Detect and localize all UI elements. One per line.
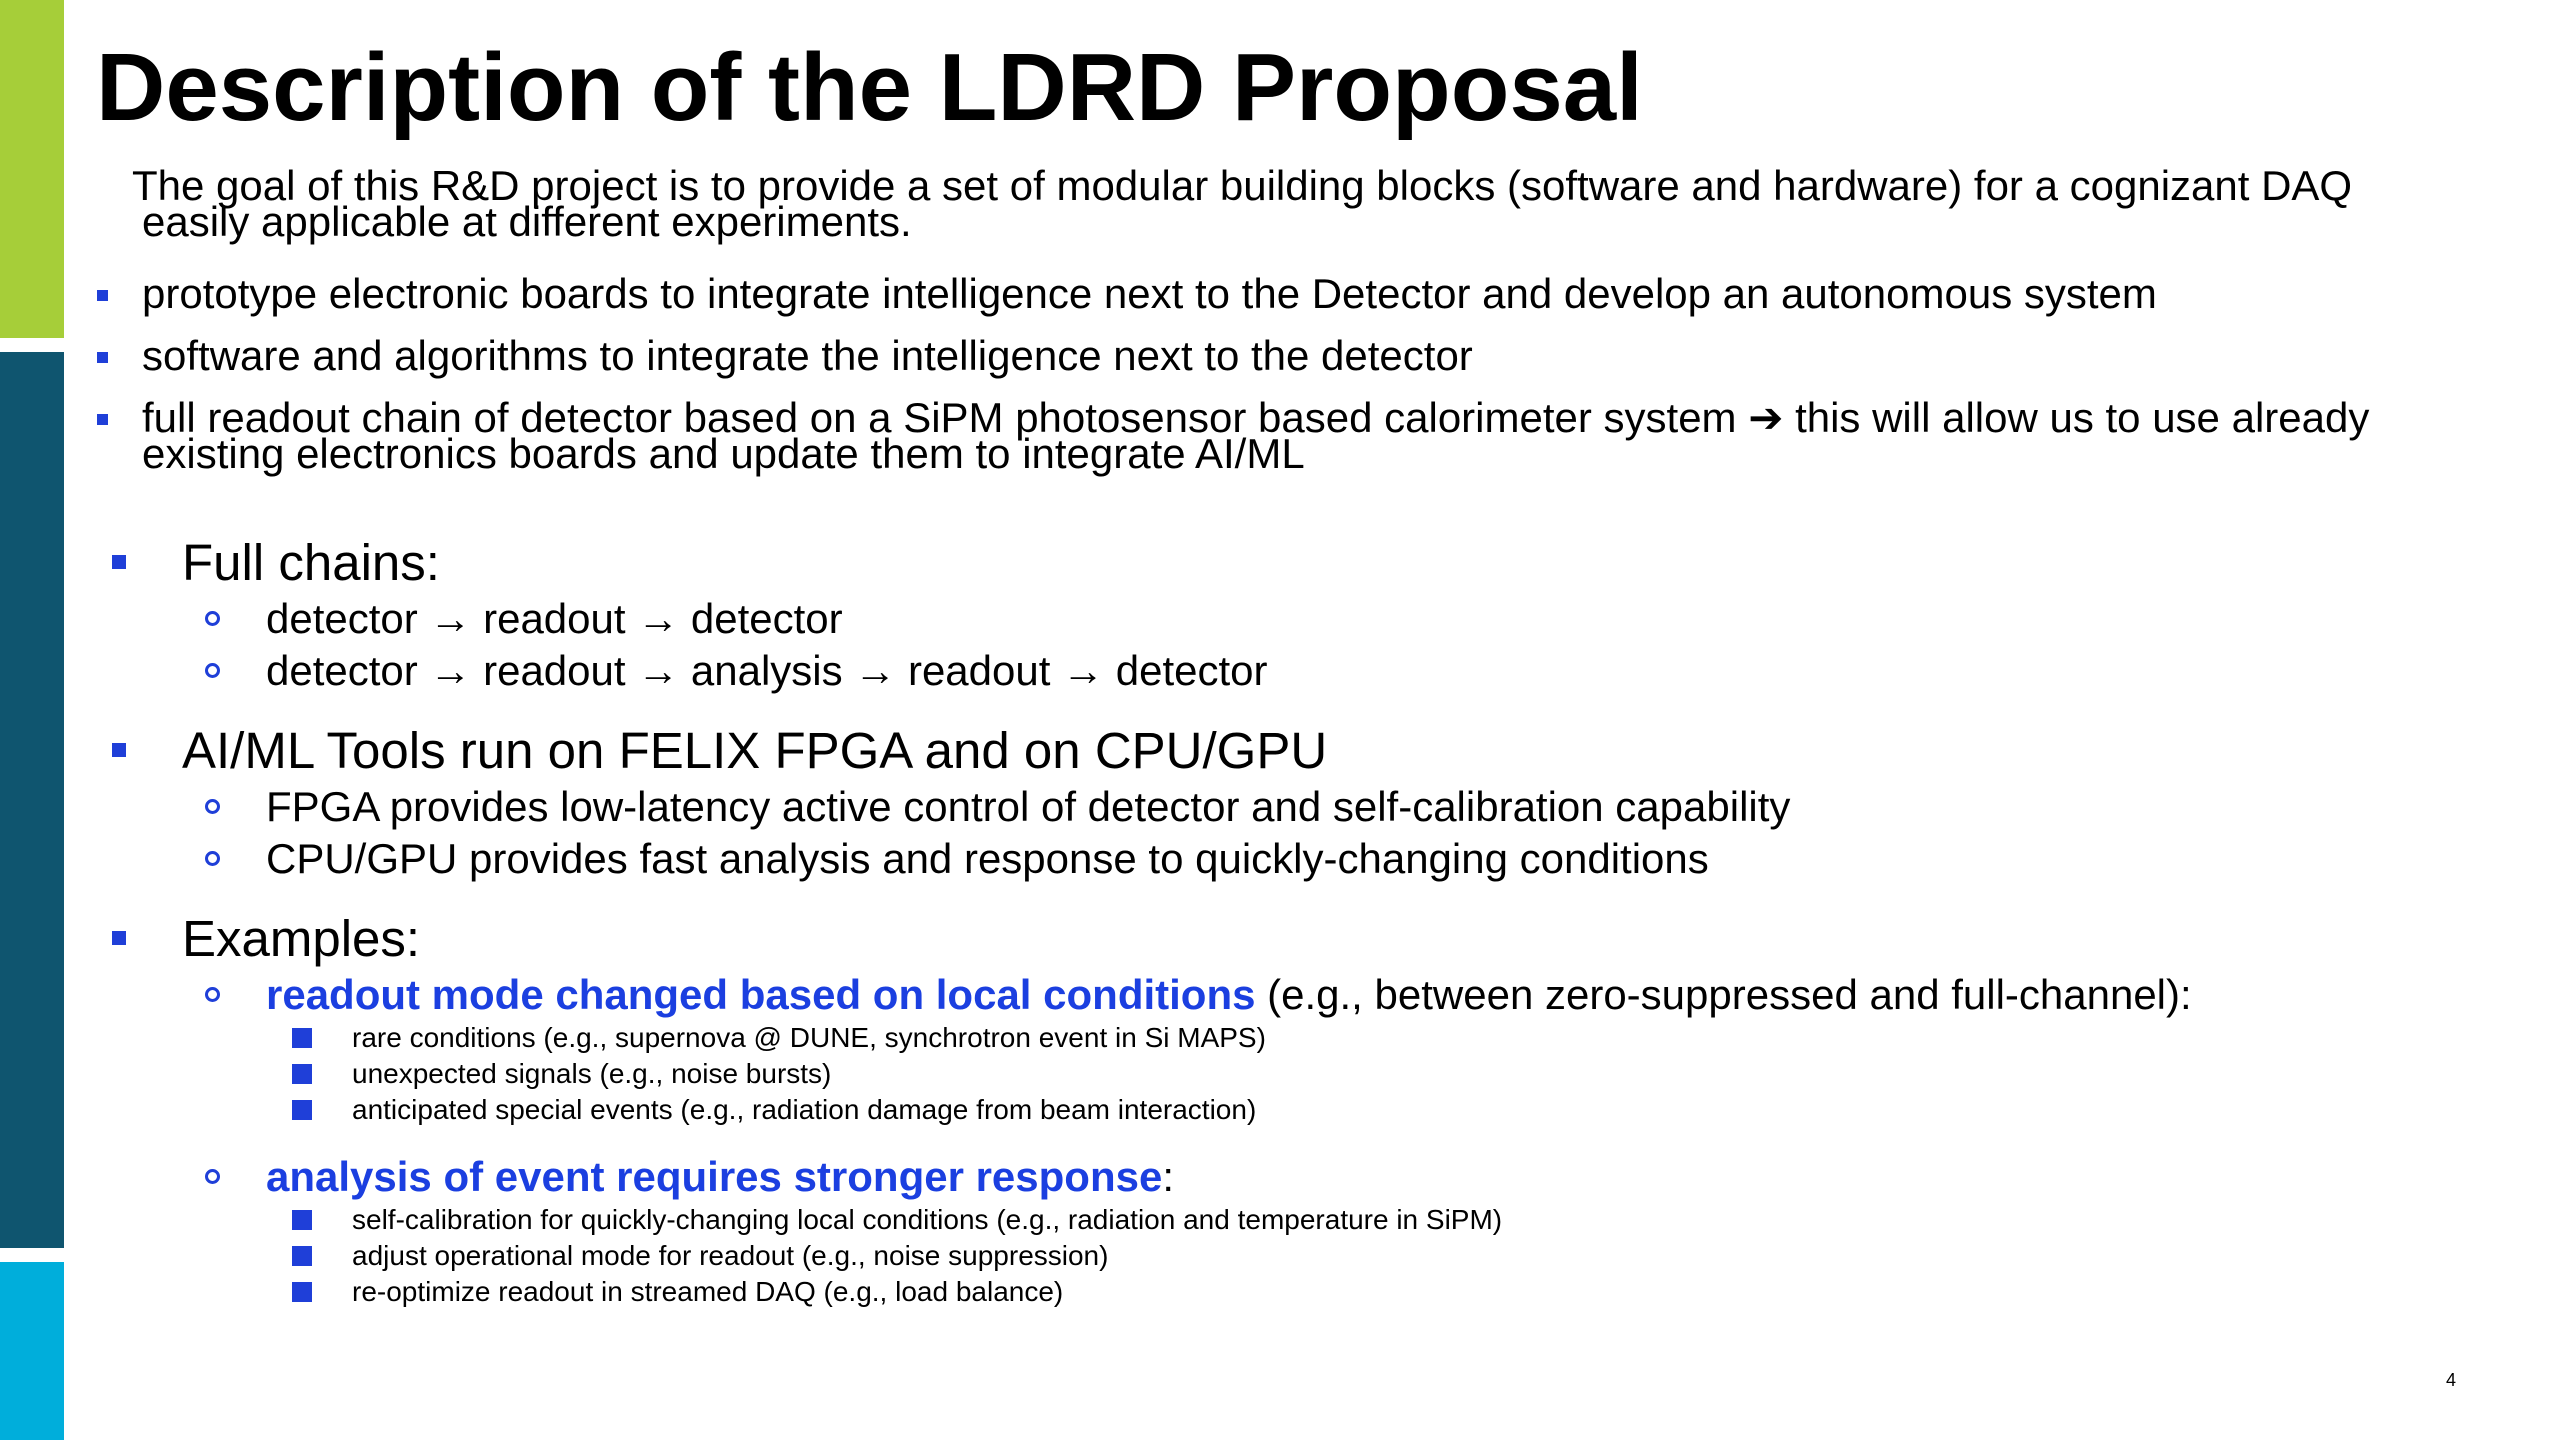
bullet-text-line-2: existing electronics boards and update them to integrate AI/ML bbox=[142, 430, 1305, 477]
page-number: 4 bbox=[2446, 1370, 2457, 1390]
square-bullet-icon bbox=[97, 290, 108, 301]
circle-bullet-icon bbox=[205, 663, 220, 678]
bullet-text-line-1: full readout chain of detector based on a SiPM photosensor based calorimeter system ➔ this will allow us to use already bbox=[142, 394, 2370, 441]
bullet-text: prototype electronic boards to integrate intelligence next to the Detector and develop an autonomous system bbox=[142, 270, 2157, 317]
circle-bullet-icon bbox=[205, 851, 220, 866]
square-bullet-icon bbox=[97, 414, 108, 425]
square-bullet-icon bbox=[292, 1064, 312, 1084]
accent-bar-middle bbox=[0, 352, 64, 1248]
intro-line-1: The goal of this R&D project is to provide a set of modular building blocks (software and hardware) for a cognizant DAQ bbox=[132, 162, 2353, 209]
square-bullet-icon bbox=[112, 931, 126, 945]
square-bullet-icon bbox=[97, 352, 108, 363]
highlight-text: readout mode changed based on local conditions bbox=[266, 971, 1256, 1018]
intro-line-2: easily applicable at different experiments. bbox=[142, 198, 912, 245]
square-bullet-icon bbox=[292, 1210, 312, 1230]
accent-bar-bottom bbox=[0, 1262, 64, 1440]
accent-bar-top bbox=[0, 0, 64, 338]
item-text: : bbox=[1162, 1153, 1175, 1200]
circle-bullet-icon bbox=[205, 987, 220, 1002]
square-bullet-icon bbox=[292, 1028, 312, 1048]
square-bullet-icon bbox=[292, 1282, 312, 1302]
item-text: (e.g., between zero-suppressed and full-channel): bbox=[1255, 971, 2192, 1018]
square-bullet-icon bbox=[112, 555, 126, 569]
slide-title: Description of the LDRD Proposal bbox=[96, 34, 1643, 141]
bullet-text: software and algorithms to integrate the intelligence next to the detector bbox=[142, 332, 1473, 379]
intro-paragraph bbox=[132, 162, 2452, 245]
square-bullet-icon bbox=[112, 743, 126, 757]
square-bullet-icon bbox=[292, 1100, 312, 1120]
square-bullet-icon bbox=[292, 1246, 312, 1266]
circle-bullet-icon bbox=[205, 1169, 220, 1184]
circle-bullet-icon bbox=[205, 611, 220, 626]
circle-bullet-icon bbox=[205, 799, 220, 814]
highlight-text: analysis of event requires stronger response bbox=[266, 1153, 1163, 1200]
